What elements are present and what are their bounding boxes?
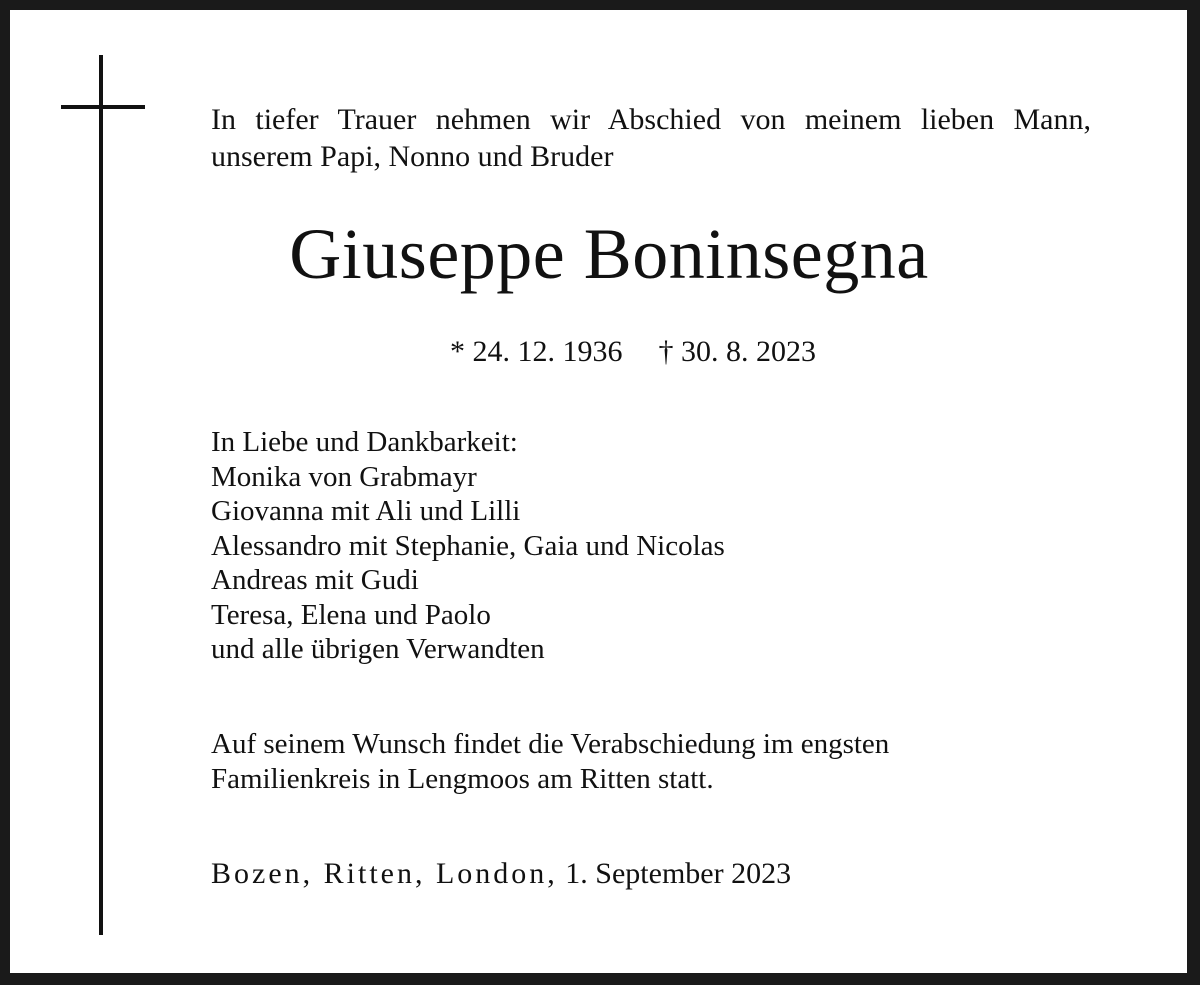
intro-line: unserem Papi, Nonno und Bruder xyxy=(211,140,614,173)
mourners-heading: In Liebe und Dankbarkeit: xyxy=(211,426,518,458)
place-and-date xyxy=(211,856,1011,892)
birth-date: * 24. 12. 1936 xyxy=(450,335,623,368)
publication-date: 1. September 2023 xyxy=(565,857,792,890)
places: Bozen, Ritten, London, xyxy=(211,857,558,890)
notice-line: Auf seinem Wunsch findet die Verabschiedung im engsten xyxy=(211,728,890,760)
mourner-item: und alle übrigen Verwandten xyxy=(211,633,545,665)
notice-line: Familienkreis in Lengmoos am Ritten statt. xyxy=(211,762,714,795)
intro-text xyxy=(211,101,1091,175)
cross-icon xyxy=(99,55,103,935)
mourner-item: Andreas mit Gudi xyxy=(211,564,419,596)
mourner-item: Monika von Grabmayr xyxy=(211,460,477,493)
cross-icon-crossbar xyxy=(61,105,145,109)
mourner-item: Giovanna mit Ali und Lilli xyxy=(211,495,521,527)
farewell-notice xyxy=(211,727,1011,796)
life-dates xyxy=(450,333,880,371)
intro-line: In tiefer Trauer nehmen wir Abschied von meinem lieben Mann, xyxy=(211,103,1091,136)
mourner-item: Teresa, Elena und Paolo xyxy=(211,598,491,631)
mourners-list xyxy=(211,425,911,667)
deceased-name: Giuseppe Boninsegna xyxy=(289,214,929,294)
mourner-item: Alessandro mit Stephanie, Gaia und Nicolas xyxy=(211,529,725,562)
death-date: † 30. 8. 2023 xyxy=(658,335,816,368)
